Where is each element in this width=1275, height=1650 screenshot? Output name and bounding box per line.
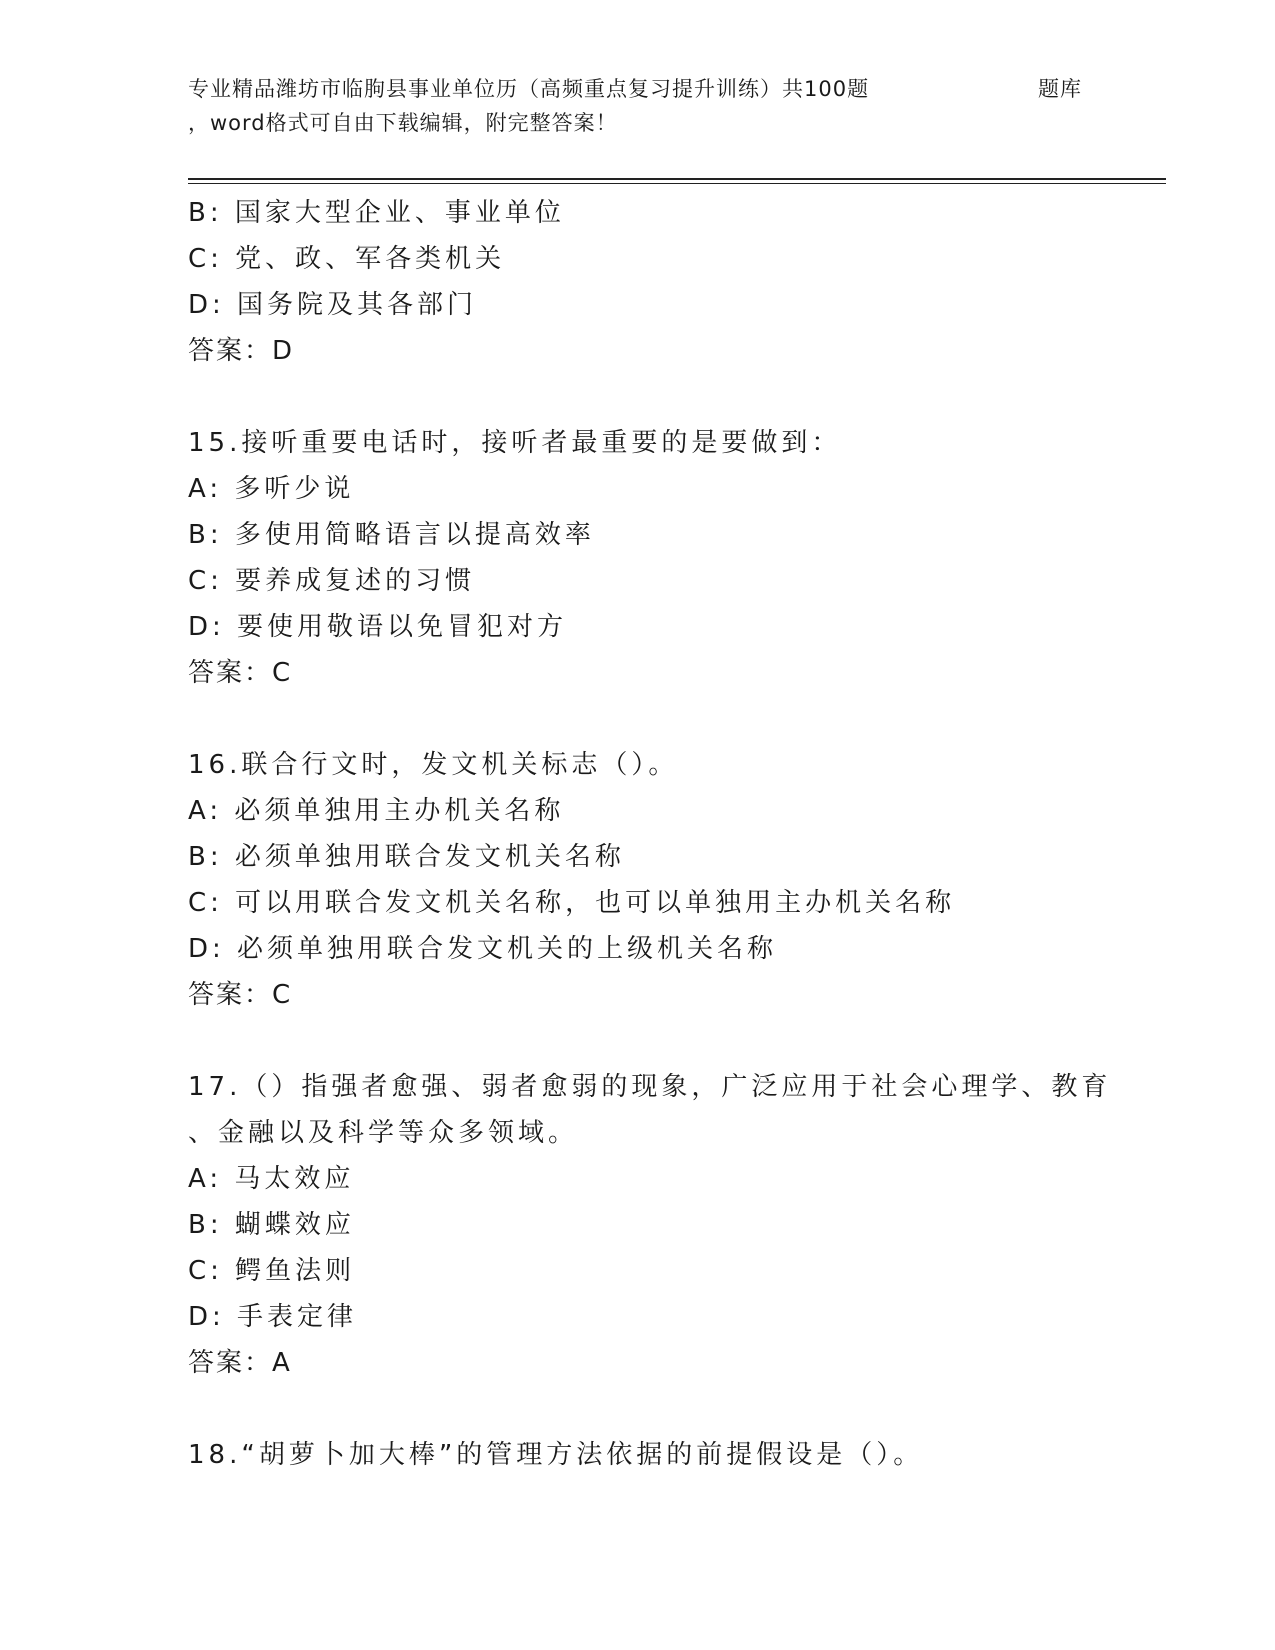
answer: 答案：C bbox=[188, 980, 293, 1010]
answer: 答案：A bbox=[188, 1348, 292, 1378]
option-d: D: 必须单独用联合发文机关的上级机关名称 bbox=[188, 934, 778, 964]
header-divider-thin bbox=[188, 183, 1166, 184]
spacer bbox=[188, 1386, 1088, 1432]
option-d: D: 手表定律 bbox=[188, 1302, 358, 1332]
question-stem: 18.“胡萝卜加大棒”的管理方法依据的前提假设是（）。 bbox=[188, 1440, 924, 1470]
header-subtitle: ，word格式可自由下载编辑，附完整答案！ bbox=[188, 111, 618, 135]
question-17 bbox=[188, 1064, 1112, 1386]
question-stem-line2: 、金融以及科学等众多领域。 bbox=[188, 1118, 579, 1148]
question-stem-line1: 17.（）指强者愈强、弱者愈弱的现象，广泛应用于社会心理学、教育 bbox=[188, 1072, 1112, 1102]
question-stem: 15.接听重要电话时，接听者最重要的是要做到： bbox=[188, 428, 842, 458]
question-14-continued bbox=[188, 190, 1088, 374]
page-header bbox=[188, 72, 1168, 140]
spacer bbox=[188, 374, 1088, 420]
question-list bbox=[188, 190, 1112, 1478]
option-d: D: 要使用敬语以免冒犯对方 bbox=[188, 612, 568, 642]
option-c: C: 党、政、军各类机关 bbox=[188, 244, 506, 274]
option-d: D: 国务院及其各部门 bbox=[188, 290, 478, 320]
option-c: C: 可以用联合发文机关名称，也可以单独用主办机关名称 bbox=[188, 888, 956, 918]
option-b: B: 必须单独用联合发文机关名称 bbox=[188, 842, 625, 872]
header-tag: 题库 bbox=[1038, 77, 1082, 101]
header-title-line bbox=[188, 72, 1168, 106]
option-a: A: 马太效应 bbox=[188, 1164, 355, 1194]
answer: 答案：C bbox=[188, 658, 293, 688]
option-a: A: 必须单独用主办机关名称 bbox=[188, 796, 565, 826]
spacer bbox=[188, 696, 1088, 742]
question-15 bbox=[188, 420, 1088, 696]
answer: 答案：D bbox=[188, 336, 295, 366]
spacer bbox=[188, 1018, 1088, 1064]
option-a: A: 多听少说 bbox=[188, 474, 355, 504]
header-title: 专业精品潍坊市临朐县事业单位历（高频重点复习提升训练）共100题 bbox=[188, 77, 870, 101]
question-18 bbox=[188, 1432, 1088, 1478]
option-c: C: 鳄鱼法则 bbox=[188, 1256, 356, 1286]
option-b: B: 多使用简略语言以提高效率 bbox=[188, 520, 595, 550]
question-16 bbox=[188, 742, 1088, 1018]
header-divider-thick bbox=[188, 178, 1166, 180]
option-c: C: 要养成复述的习惯 bbox=[188, 566, 476, 596]
option-b: B: 蝴蝶效应 bbox=[188, 1210, 355, 1240]
question-stem: 16.联合行文时，发文机关标志（）。 bbox=[188, 750, 679, 780]
option-b: B: 国家大型企业、事业单位 bbox=[188, 198, 565, 228]
